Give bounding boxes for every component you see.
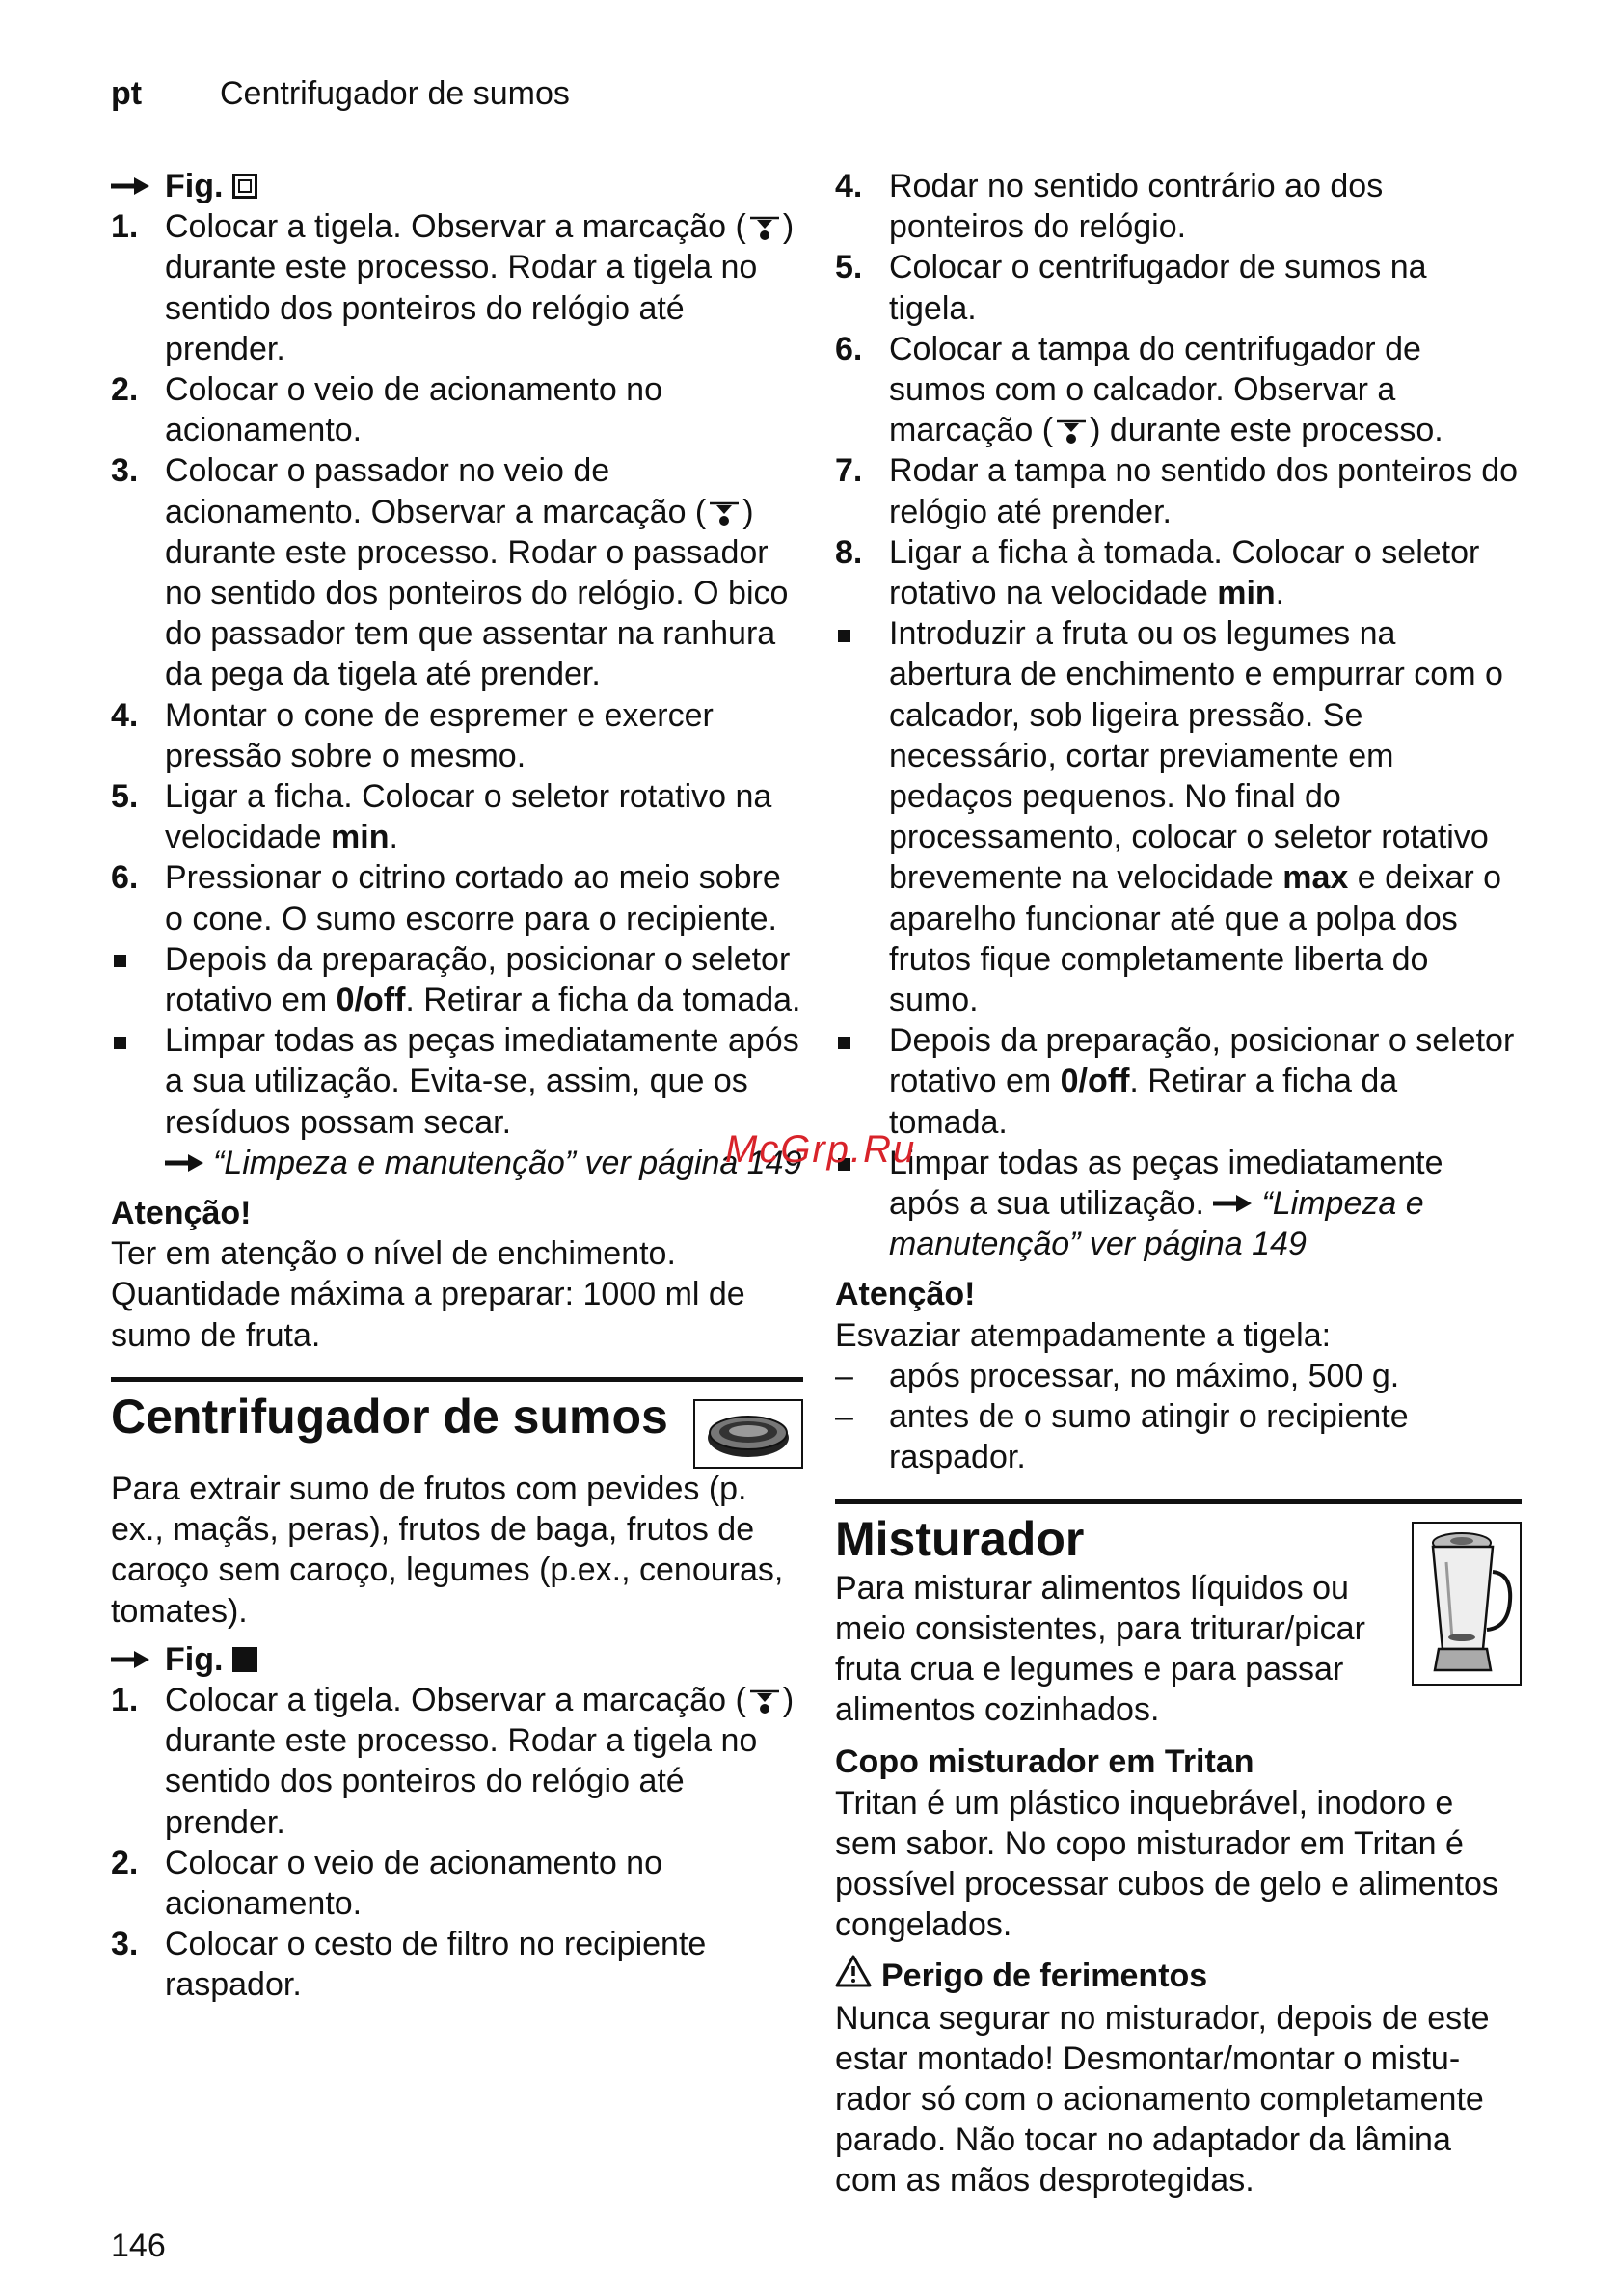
header-title: Centrifugador de sumos: [220, 75, 570, 112]
list-item: 2. Colocar o veio de acionamento no acionamento.: [111, 371, 662, 449]
list-item: 2. Colocar o veio de acionamento no acionamento.: [111, 1844, 662, 1922]
bullet-item: Introduzir a fruta ou os legumes na abertura de enchimento e empurrar com o calcador, sob ligeira pressão. Se necessário, cortar previamente em pedaços pequenos. No final do processamento, colocar o seletor rotativo brevemente na velocidade max e deixar o aparelho funcionar até que a polpa dos frutos fique completamente liberta do sumo.: [835, 613, 1522, 1020]
arrow-right-icon: [1213, 1183, 1254, 1224]
arrow-right-icon: [111, 166, 151, 206]
lock-marking-icon: [706, 500, 742, 528]
bullet-square-icon: [111, 939, 165, 1020]
warning-triangle-icon: [835, 1955, 872, 1997]
fig-label: Fig.: [165, 168, 224, 204]
dash-item: – antes de o sumo atingir o recipiente raspador.: [835, 1398, 1409, 1476]
list-item: 6. Colocar a tampa do centrifugador de sumos com o calcador. Observar a marcação ( ) durante este processo.: [835, 330, 1443, 449]
bullet-item: Limpar todas as peças imediatamente após a sua utilização. “Limpeza e manutenção” ver página 149: [835, 1143, 1522, 1265]
right-column: [835, 166, 1522, 2201]
lock-marking-icon: [746, 1688, 783, 1716]
list-item: 4. Montar o cone de espremer e exercer pressão sobre o mesmo.: [111, 696, 714, 774]
watermark-text: McGrp.Ru: [725, 1128, 917, 1171]
list-item: 3. Colocar o passador no veio de acionamento. Observar a marcação ( ) durante este processo. Rodar o passador no sentido dos ponteiros do relógio. O bico do passador tem que assentar na ranhura da pega da tigela até prender.: [111, 452, 789, 693]
arrow-right-icon: [165, 1143, 205, 1183]
section-header: [111, 1382, 803, 1469]
attention-heading: Atenção!: [111, 1195, 252, 1232]
list-item: 4. Rodar no sentido contrário ao dos ponteiros do relógio.: [835, 168, 1384, 246]
list-item: 1. Colocar a tigela. Observar a marcação ( ) durante este processo. Rodar a tigela no sentido dos ponteiros do relógio até prender.: [111, 208, 795, 367]
arrow-right-icon: [111, 1639, 151, 1680]
lock-marking-icon: [1053, 418, 1090, 446]
list-item: 5. Colocar o centrifugador de sumos na tigela.: [835, 249, 1427, 327]
page-number: 146: [111, 2228, 166, 2264]
section-text: Para misturar alimentos líquidos ou meio consistentes, para triturar/picar fruta crua e legumes e para passar alimentos cozinhados.: [835, 1569, 1365, 1729]
running-header: [111, 75, 570, 113]
attention-text: Esvaziar atempadamente a tigela:: [835, 1316, 1332, 1354]
list-item: 7. Rodar a tampa no sentido dos ponteiros do relógio até prender.: [835, 452, 1519, 530]
subsection-text: Tritan é um plástico inquebrável, inodoro e sem sabor. No copo misturador em Tritan é possível processar cubos de gelo e alimentos congelados.: [835, 1784, 1498, 1944]
bullet-item: Depois da preparação, posicionar o seletor rotativo em 0/off. Retirar a ficha da tomada.: [835, 1020, 1522, 1143]
fig-h-symbol-icon: [232, 174, 257, 199]
lock-marking-icon: [746, 214, 783, 243]
fig-h-reference: [111, 166, 803, 206]
attention-text: Ter em atenção o nível de enchimento. Quantidade máxima a preparar: 1000 ml de sumo de fruta.: [111, 1235, 745, 1354]
fig-i-reference: [111, 1639, 803, 1680]
left-column: [111, 166, 803, 2006]
warning-heading: Perigo de ferimentos: [835, 1955, 1522, 1997]
dash-item: – após processar, no máximo, 500 g.: [835, 1357, 1400, 1394]
warning-text: Nunca segurar no misturador, depois de este estar montado! Desmontar/montar o mistu-rador só com o acionamento completamente parado. Não tocar no adaptador da lâmina com as mãos desprotegidas.: [835, 1999, 1490, 2200]
bullet-item: Depois da preparação, posicionar o seletor rotativo em 0/off. Retirar a ficha da tomada.: [111, 939, 803, 1020]
language-code: pt: [111, 75, 143, 112]
section-title: Centrifugador de sumos: [111, 1389, 668, 1444]
fig-label: Fig.: [165, 1640, 224, 1678]
list-item: 5. Ligar a ficha. Colocar o seletor rotativo na velocidade min.: [111, 778, 772, 856]
list-item: 1. Colocar a tigela. Observar a marcação ( ) durante este processo. Rodar a tigela no sentido dos ponteiros do relógio até prender.: [111, 1681, 795, 1841]
list-item: 8. Ligar a ficha à tomada. Colocar o seletor rotativo na velocidade min.: [835, 533, 1480, 612]
bullet-item: Limpar todas as peças imediatamente após a sua utilização. Evita-se, assim, que os resíduos possam secar. “Limpeza e manutenção” ver página 149: [111, 1020, 803, 1183]
juicer-disc-icon: [693, 1399, 803, 1469]
list-item: 3. Colocar o cesto de filtro no recipiente raspador.: [111, 1926, 707, 2004]
cross-reference-link[interactable]: “Limpeza e manutenção” ver página 149: [889, 1185, 1424, 1263]
bullet-square-icon: [835, 613, 889, 1020]
list-item: 6. Pressionar o citrino cortado ao meio sobre o cone. O sumo escorre para o recipiente.: [111, 859, 781, 937]
section-header: [835, 1504, 1522, 1731]
attention-heading: Atenção!: [835, 1276, 976, 1313]
cross-reference-link[interactable]: “Limpeza e manutenção” ver página 149: [213, 1144, 802, 1181]
section-text: Para extrair sumo de frutos com pevides (p. ex., maçãs, peras), frutos de baga, frutos de caroço sem caroço, legumes (p.ex., cenouras, tomates).: [111, 1470, 784, 1630]
section-title: Misturador: [835, 1511, 1085, 1566]
bullet-square-icon: [835, 1020, 889, 1143]
subsection-title: Copo misturador em Tritan: [835, 1743, 1254, 1781]
bullet-square-icon: [111, 1020, 165, 1183]
blender-jug-icon: [1412, 1522, 1522, 1686]
fig-i-symbol-icon: [232, 1647, 257, 1672]
